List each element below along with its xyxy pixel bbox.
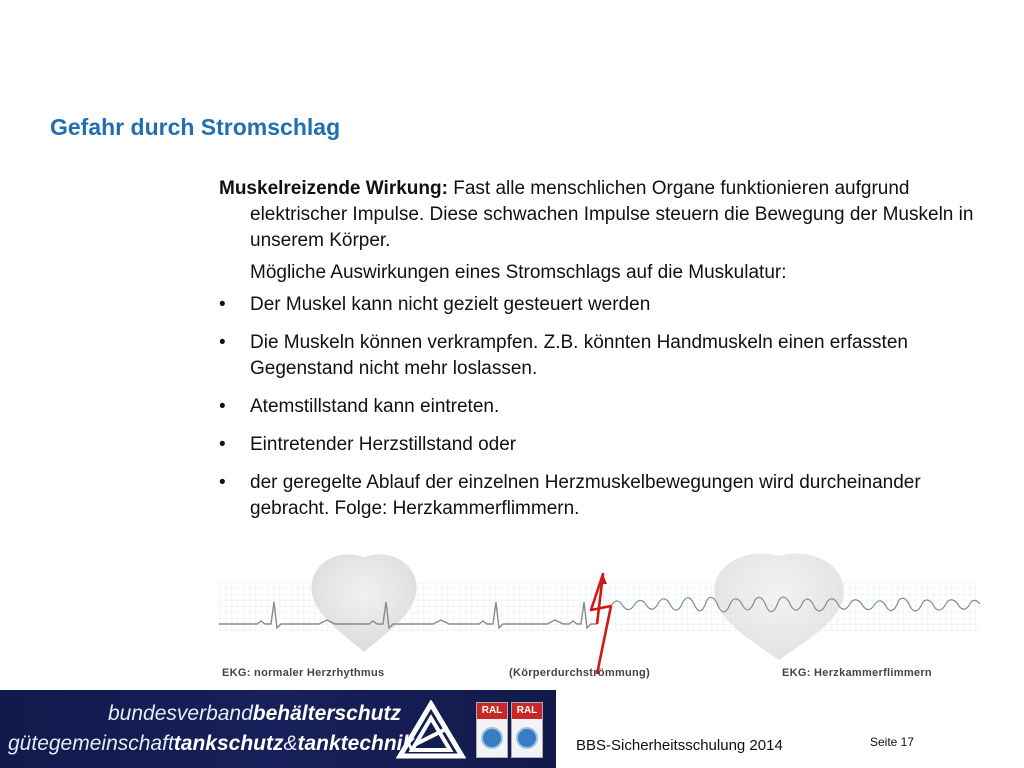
- ekg-label-normal: EKG: normaler Herzrhythmus: [222, 667, 385, 679]
- intro-text: Fast alle menschlichen Organe funktionieren aufgrund elektrischer Impulse. Diese schwachen Impulse steuern die Bewegung der Muskeln in unserem Körper.: [250, 178, 974, 251]
- bullet-icon: •: [219, 332, 226, 353]
- ral-label: RAL: [512, 703, 542, 719]
- ekg-label-shock: (Körperdurchströmmung): [509, 667, 651, 679]
- bullet-text: Atemstillstand kann eintreten.: [250, 396, 500, 417]
- list-item: [219, 394, 979, 420]
- page-number: Seite 17: [870, 735, 915, 749]
- ral-seal-icon: [516, 727, 538, 749]
- logo-text-thin: bundesverband: [108, 702, 253, 725]
- ekg-label-fibrillation: EKG: Herzkammerflimmern: [782, 667, 932, 679]
- heart-normal-icon: [311, 554, 416, 652]
- bullet-text: Die Muskeln können verkrampfen. Z.B. könnten Handmuskeln einen erfassten Gegenstand nicht mehr loslassen.: [250, 332, 908, 379]
- ral-badge-1: [476, 702, 508, 758]
- bullet-icon: •: [219, 434, 226, 455]
- sub-paragraph: Mögliche Auswirkungen eines Stromschlags auf die Muskulatur:: [250, 262, 787, 283]
- list-item: [219, 330, 979, 382]
- ral-badge-2: [511, 702, 543, 758]
- intro-paragraph: [219, 176, 979, 254]
- bullet-list: [219, 292, 979, 522]
- logo-text-bold: tankschutz: [173, 732, 284, 755]
- footer-event-title: BBS-Sicherheitsschulung 2014: [576, 737, 783, 754]
- slide-content: [219, 176, 979, 534]
- logo-text-bold: behälterschutz: [252, 702, 401, 725]
- slide-title: Gefahr durch Stromschlag: [50, 114, 341, 140]
- list-item: [219, 470, 979, 522]
- logo-line-2: [8, 732, 414, 756]
- footer-logo-banner: [0, 690, 556, 768]
- bullet-icon: •: [219, 294, 226, 315]
- bullet-text: Eintretender Herzstillstand oder: [250, 434, 517, 455]
- ral-seal-icon: [481, 727, 503, 749]
- bullet-icon: •: [219, 472, 226, 493]
- logo-text-thin: gütegemeinschaft: [8, 732, 174, 755]
- logo-text-bold: tanktechnik: [297, 732, 415, 755]
- logo-text-amp: &: [283, 732, 298, 755]
- logo-line-1: [108, 702, 401, 726]
- list-item: [219, 432, 979, 458]
- intro-label: Muskelreizende Wirkung:: [219, 178, 448, 199]
- bullet-text: der geregelte Ablauf der einzelnen Herzmuskelbewegungen wird durcheinander gebracht. Folge: Herzkammerflimmern.: [250, 472, 921, 519]
- ral-label: RAL: [477, 703, 507, 719]
- list-item: [219, 292, 979, 318]
- bullet-text: Der Muskel kann nicht gezielt gesteuert werden: [250, 294, 651, 315]
- bullet-icon: •: [219, 396, 226, 417]
